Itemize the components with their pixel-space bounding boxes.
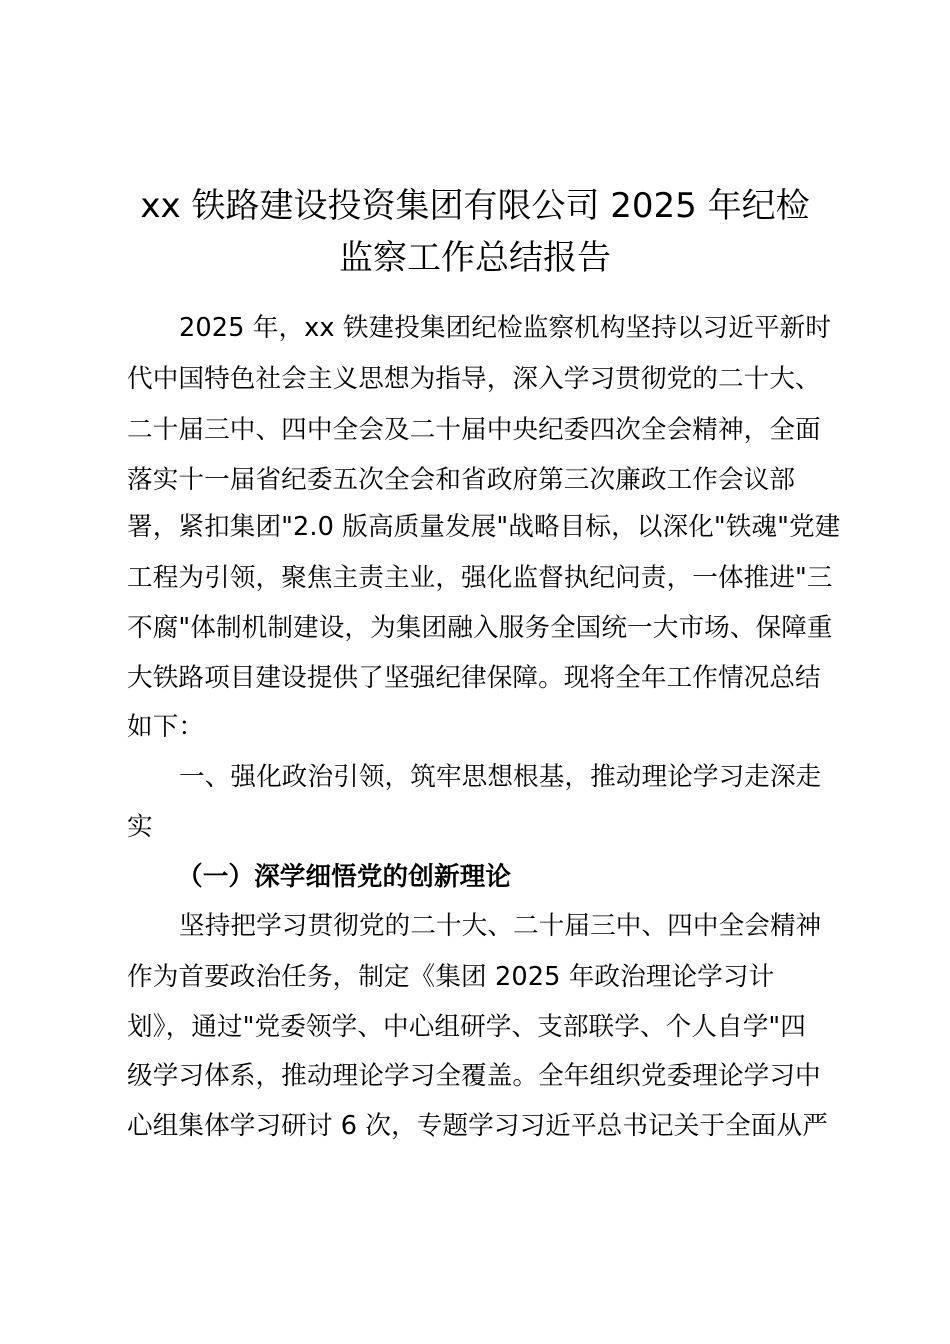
intro-line: 不腐"体制机制建设，为集团融入服务全国统一大市场、保障重 [127, 613, 833, 643]
intro-line: 工程为引领，聚焦主责主业，强化监督执纪问责，一体推进"三 [127, 563, 833, 593]
title-line-2: 监察工作总结报告 [339, 238, 611, 278]
paragraph-line: 划》，通过"党委领学、中心组研学、支部联学、个人自学"四 [127, 1012, 806, 1042]
intro-line: 二十届三中、四中全会及二十届中央纪委四次全会精神，全面 [127, 415, 821, 445]
intro-line: 落实十一届省纪委五次全会和省政府第三次廉政工作会议部 [127, 465, 796, 495]
paragraph-line: 心组集体学习研讨 6 次，专题学习习近平总书记关于全面从严 [127, 1111, 828, 1141]
intro-line: 如下： [127, 712, 205, 742]
document-title [0, 180, 950, 284]
paragraph-line: 作为首要政治任务，制定《集团 2025 年政治理论学习计 [127, 962, 775, 992]
section-heading-line: 实 [127, 812, 153, 842]
paragraph-line: 坚持把学习贯彻党的二十大、二十届三中、四中全会精神 [179, 911, 822, 941]
paragraph-line: 级学习体系，推动理论学习全覆盖。全年组织党委理论学习中 [127, 1061, 821, 1091]
intro-line: 大铁路项目建设提供了坚强纪律保障。现将全年工作情况总结 [127, 663, 821, 693]
intro-line: 署，紧扣集团"2.0 版高质量发展"战略目标，以深化"铁魂"党建 [127, 512, 841, 542]
subsection-1-heading: （一）深学细悟党的创新理论 [177, 862, 512, 892]
section-heading-line: 一、强化政治引领，筑牢思想根基，推动理论学习走深走 [179, 762, 822, 792]
intro-line: 2025 年，xx 铁建投集团纪检监察机构坚持以习近平新时 [179, 313, 832, 343]
intro-line: 代中国特色社会主义思想为指导，深入学习贯彻党的二十大、 [127, 364, 821, 394]
title-line-1: xx 铁路建设投资集团有限公司 2025 年纪检 [140, 186, 810, 226]
